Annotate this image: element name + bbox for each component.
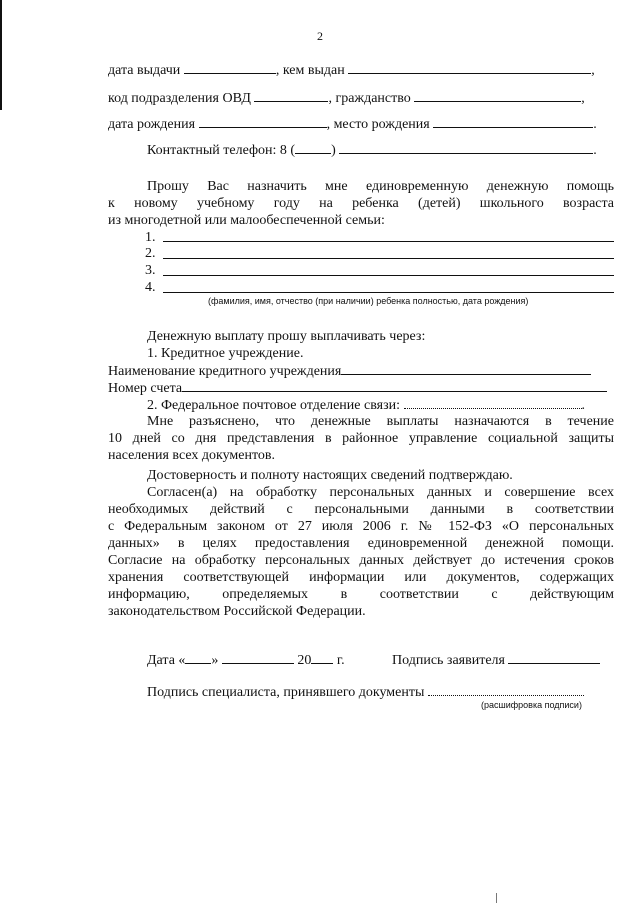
confirm-text: Достоверность и полноту настоящих сведений подтверждаю.	[147, 468, 513, 483]
date-month-field[interactable]	[222, 651, 294, 664]
child-number-4: 4.	[145, 280, 156, 295]
consent-line-8: законодательством Российской Федерации.	[108, 604, 366, 619]
date-quote-close: »	[211, 653, 219, 668]
request-line-3: из многодетной или малообеспеченной семьи:	[108, 213, 385, 228]
specialist-signature-field[interactable]	[428, 683, 584, 696]
child-number-2: 2.	[145, 246, 156, 261]
notice-line-3: населения всех документов.	[108, 448, 276, 463]
consent-line-3: с Федеральным законом от 27 июля 2006 г. № 152-ФЗ «О персональных	[108, 519, 614, 534]
issue-date-row	[108, 61, 595, 79]
request-line-2: к новому учебному году на ребенка (детей) школьного возраста	[108, 196, 614, 211]
birth-date-field[interactable]	[199, 115, 327, 128]
birth-place-field[interactable]	[433, 115, 593, 128]
citizenship-end: ,	[581, 91, 585, 106]
payment-option-2-row	[147, 396, 585, 414]
date-day-field[interactable]	[185, 651, 211, 664]
issue-date-label: дата выдачи	[108, 63, 181, 78]
page-number: 2	[317, 29, 323, 43]
phone-code-field[interactable]	[295, 141, 331, 154]
applicant-signature-row	[392, 651, 600, 669]
child-number-1: 1.	[145, 230, 156, 245]
consent-line-2: необходимых действий с персональными данными в соответствии	[108, 502, 614, 517]
year-field[interactable]	[311, 651, 333, 664]
account-field[interactable]	[182, 379, 607, 392]
payment-option-2: 2. Федеральное почтовое отделение связи:	[147, 398, 400, 413]
bank-name-row	[108, 362, 591, 380]
date-label: Дата «	[147, 653, 186, 668]
issued-by-field[interactable]	[348, 61, 591, 74]
specialist-row	[147, 683, 584, 701]
child-field-4[interactable]	[163, 292, 614, 293]
account-label: Номер счета	[108, 381, 183, 396]
request-line-1: Прошу Вас назначить мне единовременную денежную помощь	[147, 179, 614, 194]
account-row	[108, 379, 607, 397]
consent-line-6: хранения соответствующей информации или документов, содержащих	[108, 570, 614, 585]
consent-line-5: Согласие на обработку персональных данных действует до истечения сроков	[108, 553, 614, 568]
applicant-signature-field[interactable]	[508, 651, 600, 664]
payment-option-1: 1. Кредитное учреждение.	[147, 346, 304, 361]
payment-option-2-end: .	[581, 398, 585, 413]
scan-tick-mark	[496, 893, 497, 903]
citizenship-field[interactable]	[414, 89, 581, 102]
phone-paren: )	[331, 143, 336, 158]
applicant-signature-label: Подпись заявителя	[392, 653, 505, 668]
child-field-3[interactable]	[163, 275, 614, 276]
date-row	[147, 651, 345, 669]
notice-line-2: 10 дней со дня представления в районное управление социальной защиты	[108, 431, 614, 446]
payment-intro: Денежную выплату прошу выплачивать через:	[147, 329, 426, 344]
issued-by-end: ,	[591, 63, 595, 78]
issued-by-label: , кем выдан	[275, 63, 345, 78]
children-caption: (фамилия, имя, отчество (при наличии) ребенка полностью, дата рождения)	[208, 296, 529, 306]
bank-name-field[interactable]	[341, 362, 591, 375]
phone-number-field[interactable]	[339, 141, 593, 154]
issue-date-field[interactable]	[184, 61, 276, 74]
phone-end: .	[593, 143, 597, 158]
citizenship-label: , гражданство	[328, 91, 411, 106]
phone-row	[147, 141, 597, 159]
birth-place-end: .	[593, 117, 597, 132]
ovd-code-label: код подразделения ОВД	[108, 91, 251, 106]
specialist-caption: (расшифровка подписи)	[481, 700, 582, 710]
consent-line-4: данных» в целях предоставления единовременной денежной помощи.	[108, 536, 614, 551]
birth-row	[108, 115, 597, 133]
bank-name-label: Наименование кредитного учреждения	[108, 364, 342, 379]
year-prefix: 20	[297, 653, 312, 668]
notice-line-1: Мне разъяснено, что денежные выплаты назначаются в течение	[147, 414, 614, 429]
child-field-2[interactable]	[163, 258, 614, 259]
child-field-1[interactable]	[163, 241, 614, 242]
child-number-3: 3.	[145, 263, 156, 278]
ovd-code-row	[108, 89, 585, 107]
scan-edge-mark	[0, 0, 2, 110]
consent-line-7: информацию, определяемых в соответствии с действующим	[108, 587, 614, 602]
ovd-code-field[interactable]	[254, 89, 328, 102]
post-office-field[interactable]	[404, 396, 582, 409]
phone-label: Контактный телефон: 8 (	[147, 143, 296, 158]
specialist-signature-label: Подпись специалиста, принявшего документы	[147, 685, 425, 700]
year-suffix: г.	[336, 653, 345, 668]
birth-place-label: , место рождения	[326, 117, 430, 132]
consent-line-1: Согласен(а) на обработку персональных данных и совершение всех	[147, 485, 614, 500]
birth-date-label: дата рождения	[108, 117, 196, 132]
